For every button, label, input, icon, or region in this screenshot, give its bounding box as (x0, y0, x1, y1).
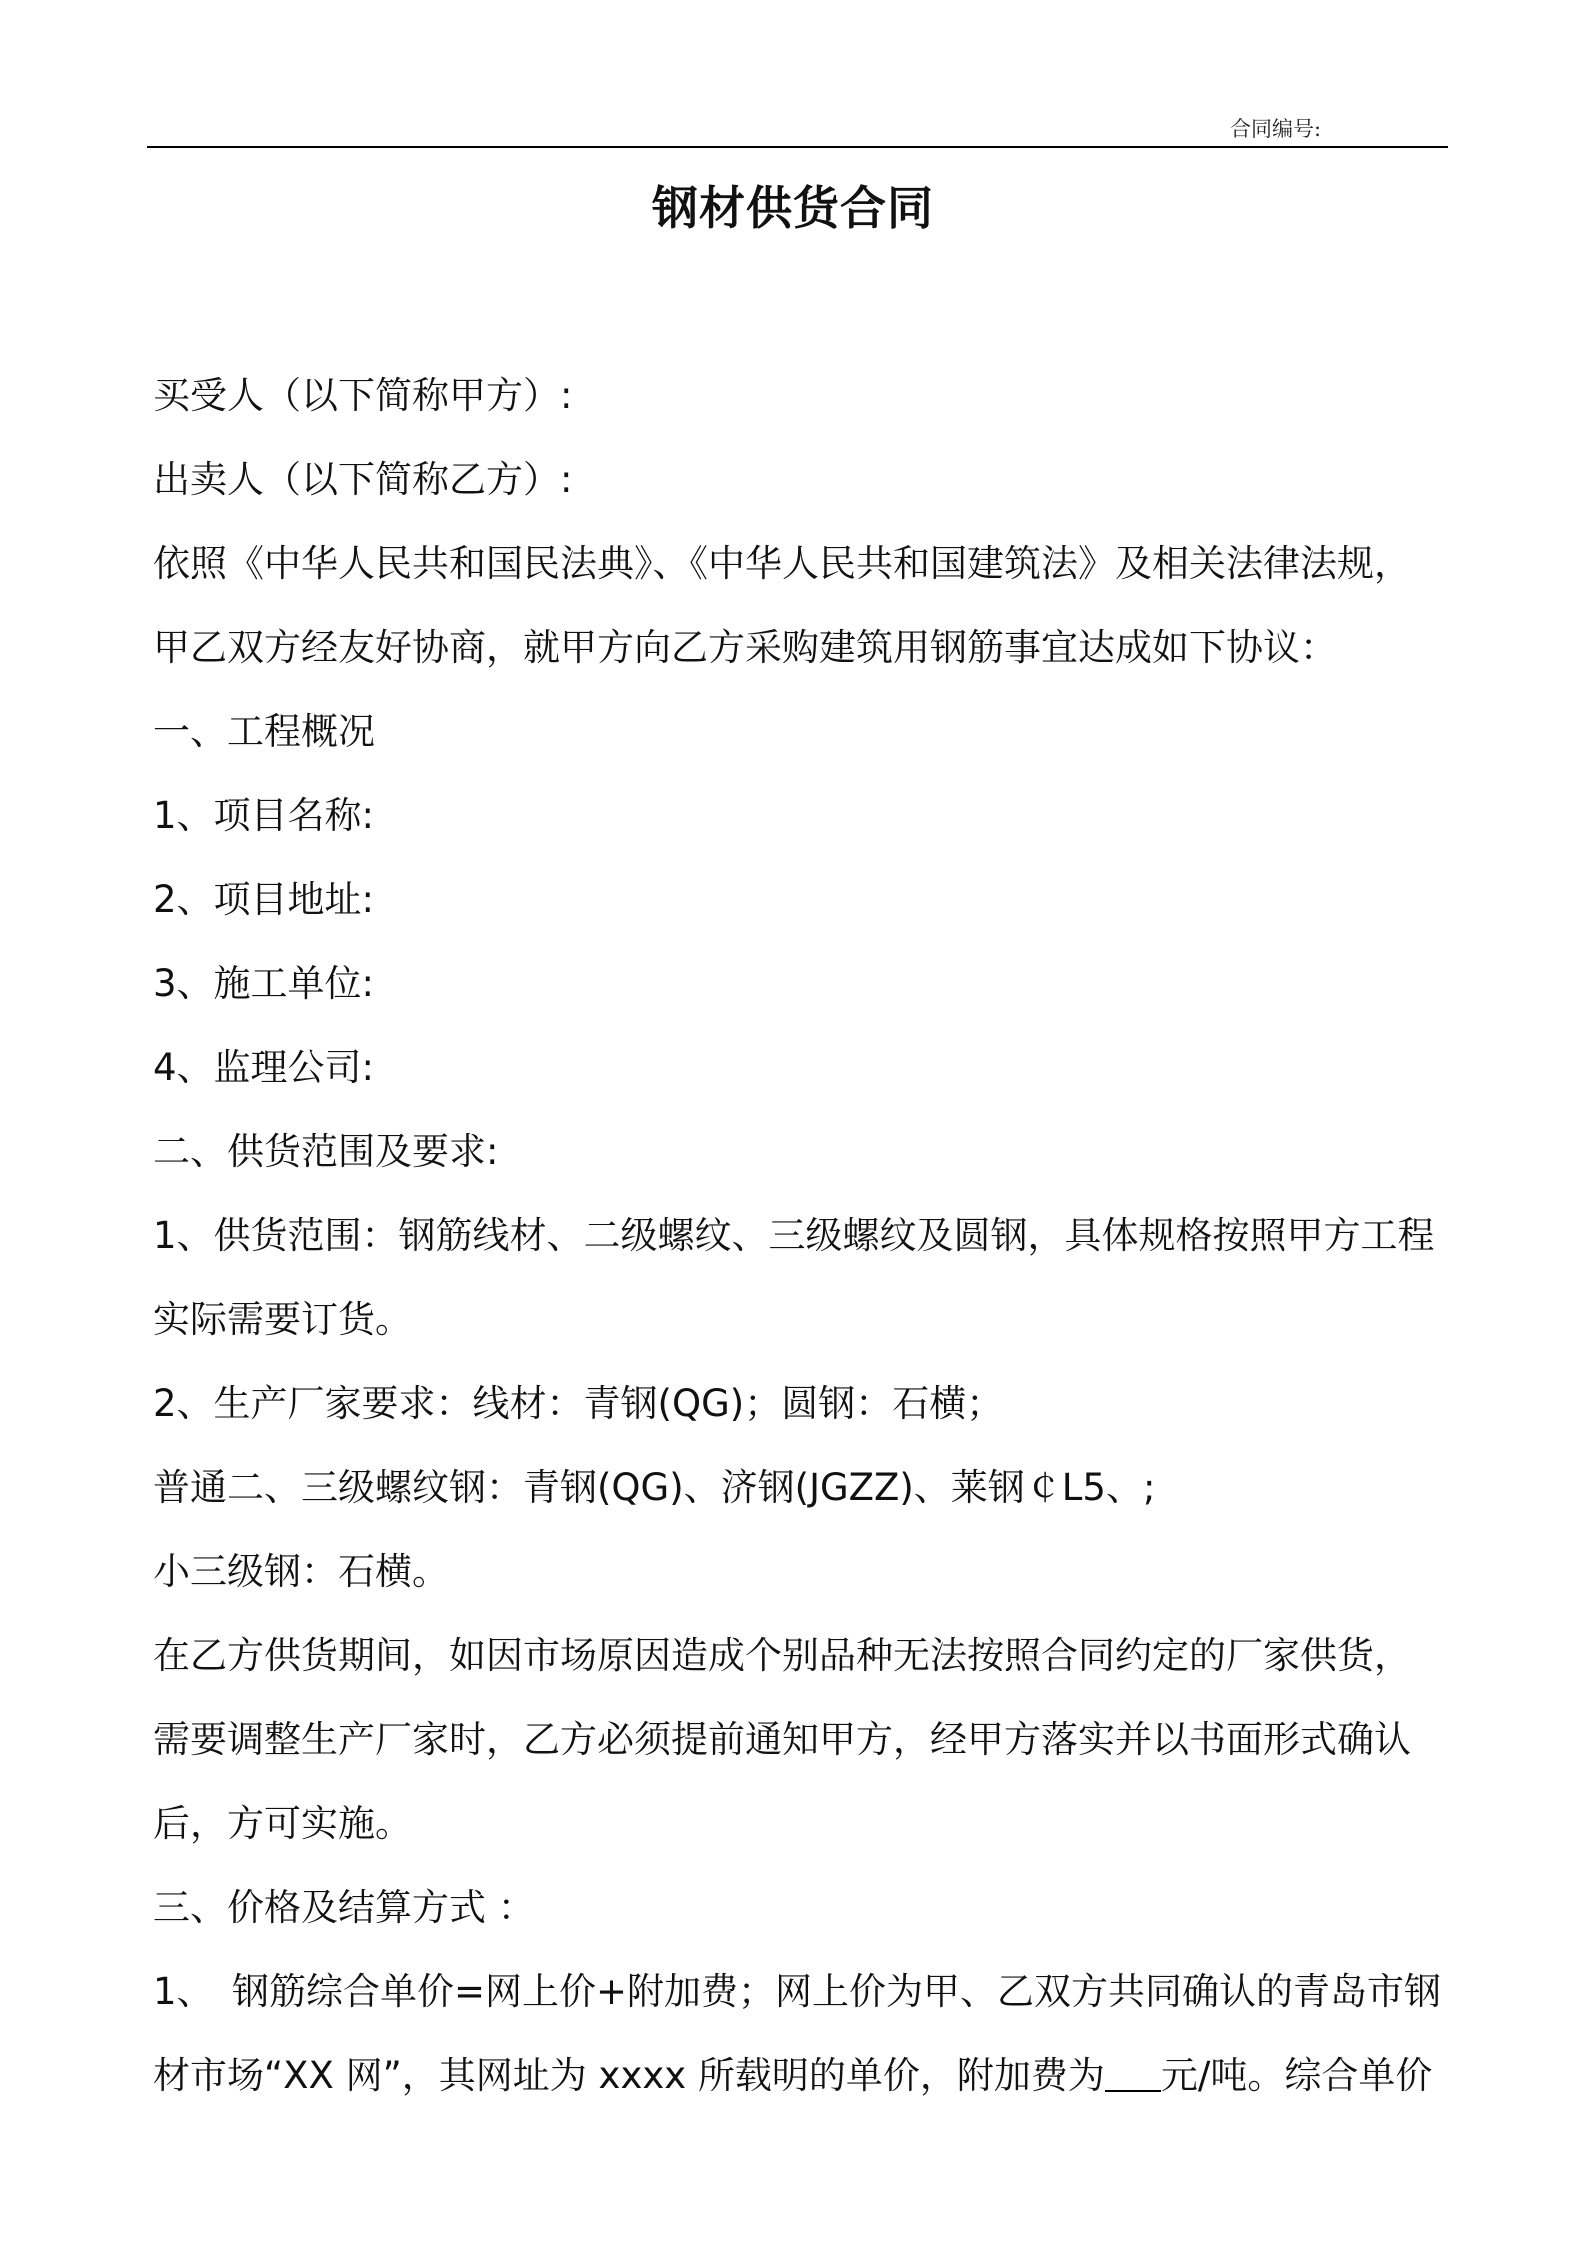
section-1-heading: 一、工程概况 (153, 710, 375, 753)
document-title: 钢材供货合同 (652, 181, 934, 235)
price-line-1: 1、 钢筋综合单价=网上价+附加费；网上价为甲、乙双方共同确认的青岛市钢 (153, 1970, 1442, 2013)
seller-line: 出卖人（以下简称乙方）: (153, 458, 573, 501)
surcharge-blank (1105, 2056, 1161, 2092)
project-name-line: 1、项目名称: (153, 794, 375, 837)
preamble-line-1: 依照《中华人民共和国民法典》、《中华人民共和国建筑法》及相关法律法规， (153, 542, 1411, 585)
contract-number-label: 合同编号: (1230, 117, 1322, 141)
manufacturer-line-2: 普通二、三级螺纹钢：青钢(QG)、济钢(JGZZ)、莱钢￠L5、; (153, 1466, 1156, 1509)
section-2-heading: 二、供货范围及要求: (153, 1130, 499, 1173)
price-line-2-text-b: 元/吨。综合单价 (1160, 2054, 1433, 2097)
section-3-heading: 三、价格及结算方式 ： (153, 1886, 535, 1929)
price-line-2-text-a: 材市场“XX 网”，其网址为 xxxx 所载明的单价，附加费为 (153, 2054, 1105, 2097)
manufacturer-change-line-1: 在乙方供货期间，如因市场原因造成个别品种无法按照合同约定的厂家供货， (153, 1634, 1411, 1677)
price-line-2 (153, 2034, 1453, 2118)
project-address-line: 2、项目地址: (153, 878, 375, 921)
manufacturer-change-line-2: 需要调整生产厂家时，乙方必须提前通知甲方，经甲方落实并以书面形式确认 (153, 1718, 1411, 1761)
construction-unit-line: 3、施工单位: (153, 962, 375, 1005)
manufacturer-line-3: 小三级钢：石横。 (153, 1550, 449, 1593)
supervision-company-line: 4、监理公司: (153, 1046, 375, 1089)
supply-scope-line-1: 1、供货范围：钢筋线材、二级螺纹、三级螺纹及圆钢，具体规格按照甲方工程 (153, 1214, 1435, 1257)
preamble-line-2: 甲乙双方经友好协商，就甲方向乙方采购建筑用钢筋事宜达成如下协议： (153, 626, 1337, 669)
supply-scope-line-2: 实际需要订货。 (153, 1298, 412, 1341)
contract-body (153, 354, 1453, 2118)
header-divider (147, 146, 1448, 148)
manufacturer-line-1: 2、生产厂家要求：线材：青钢(QG)；圆钢：石横； (153, 1382, 1004, 1425)
manufacturer-change-line-3: 后，方可实施。 (153, 1802, 412, 1845)
buyer-line: 买受人（以下简称甲方）: (153, 374, 573, 417)
